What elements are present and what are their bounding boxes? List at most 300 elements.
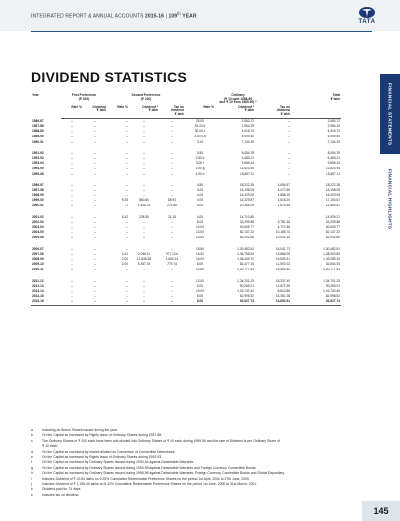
running-header: INTEGRATED REPORT & ANNUAL ACCOUNTS 2015-16 | 109th YEAR — [31, 11, 197, 20]
header-ord-rate: Rate % — [185, 106, 215, 119]
value-cell: – — [126, 139, 128, 144]
value-cell: 16,329.05 — [325, 193, 340, 198]
value-cell: – — [288, 166, 290, 171]
value-cell: 1,472.55 — [277, 188, 290, 192]
value-cell: 3.10 — [196, 139, 204, 144]
value-cell: 275.56 — [167, 203, 177, 208]
footnote-text: On the Capital as increased by shares allotted on Conversion of Convertible Debentures. — [42, 449, 176, 454]
value-cell: – — [143, 182, 145, 187]
value-cell: 5,367.78 — [137, 262, 151, 267]
value-cell: 4.00 — [196, 214, 204, 219]
value-cell: – — [94, 156, 96, 160]
footnote-marker: b — [31, 433, 33, 438]
value-cell: – — [71, 235, 73, 240]
value-cell: – — [171, 124, 173, 129]
value-cell: 40,605.77 — [325, 225, 340, 230]
value-cell: 1,660.14 — [165, 257, 179, 261]
value-cell: – — [94, 220, 96, 224]
table-body — [31, 119, 341, 306]
value-cell: 8.00 — [196, 262, 204, 267]
value-cell: 4.50 h — [195, 171, 205, 176]
value-cell: 18,337.40 — [275, 278, 290, 283]
year-cell: 2001-02 — [32, 214, 44, 219]
value-cell: – — [94, 262, 96, 267]
value-cell: 33,299.88 — [325, 220, 340, 224]
footnote-text: ₹ 10 each. — [42, 444, 59, 449]
value-cell: – — [94, 203, 96, 208]
value-cell: 1,36,449.72 — [237, 257, 254, 261]
value-cell: – — [71, 182, 73, 187]
table-header-groups — [31, 94, 341, 106]
footnote-text: The Ordinary Shares of ₹ 100 each have been sub-divided into Ordinary Shares of ₹ 10 each during 1989-90 and the rate of Dividend is per Ordinary Share of — [42, 438, 280, 443]
value-cell: – — [71, 166, 73, 171]
year-cell: 2014-15 — [32, 294, 44, 299]
header-fp-dividend: Dividend ₹ lakh — [83, 106, 107, 119]
value-cell: 12,835.48 — [136, 257, 152, 261]
value-cell: – — [71, 124, 73, 129]
value-cell: – — [71, 193, 73, 198]
value-cell: – — [71, 188, 73, 192]
header-divider — [31, 31, 372, 32]
value-cell: 13.00 — [196, 235, 204, 240]
value-cell: – — [126, 118, 128, 123]
value-cell: 8.00 — [185, 299, 215, 305]
value-cell: 4.00 — [196, 198, 204, 203]
header-first-preference: First Preference (₹ 510) — [71, 93, 97, 101]
tab-financial-statements[interactable]: FINANCIAL STATEMENTS — [380, 74, 400, 154]
value-cell: – — [71, 262, 73, 267]
value-cell: – — [143, 134, 145, 139]
value-cell: 33,299.88 — [239, 220, 254, 224]
value-cell: – — [126, 294, 128, 299]
value-cell: 4.00 — [196, 188, 204, 192]
value-cell: 90,269.01 — [325, 283, 340, 288]
header-ord-tax: Tax on dividend ₹ lakh — [255, 106, 291, 119]
value-cell: – — [94, 294, 96, 299]
value-cell: – — [288, 134, 290, 139]
value-cell: 1,656.57 — [277, 182, 290, 187]
footnote-marker: g — [31, 465, 33, 470]
year-cell: 2002-03 — [32, 220, 44, 224]
value-cell: 16,041.73 — [275, 246, 290, 251]
value-cell: – — [143, 193, 145, 198]
value-cell: – — [94, 150, 96, 155]
value-cell: – — [83, 299, 107, 305]
dividend-table — [31, 94, 341, 306]
value-cell: 85.93 — [168, 198, 176, 203]
value-cell: 1,38,903.65 — [323, 251, 340, 256]
value-cell: 82,042.66 — [239, 235, 254, 240]
value-cell: 11,500.02 — [276, 262, 290, 267]
value-cell: 11,823.94 — [240, 166, 254, 171]
value-cell: 1,03,740.40 — [237, 289, 254, 293]
value-cell: 6,610.86 — [277, 289, 290, 293]
footnote-marker: e — [31, 455, 33, 460]
value-cell: – — [171, 171, 173, 176]
value-cell: – — [71, 129, 73, 134]
footnotes — [31, 428, 351, 498]
value-cell: 19,549.31 — [275, 257, 290, 261]
table-header-subcolumns — [31, 106, 341, 119]
value-cell: 1,858.19 — [277, 193, 290, 198]
year-cell: 1997-98 — [32, 188, 44, 192]
value-cell: – — [71, 150, 73, 155]
value-cell: 2,096.11 — [137, 251, 151, 256]
value-cell: – — [171, 289, 173, 293]
value-cell: – — [143, 156, 145, 160]
value-cell: – — [126, 150, 128, 155]
value-cell: – — [126, 134, 128, 139]
value-cell: 3.50 — [196, 150, 204, 155]
footnote-text: Includes Dividend of ₹ 22.80 lakhs on 9.25% Cumulative Redeemable Preference Shares for the period 1st April, 2000 to 27th June, 2000. — [42, 476, 250, 481]
year-cell: 2011-12 — [32, 278, 44, 283]
value-cell: 779.74 — [167, 262, 177, 267]
value-cell: – — [126, 129, 128, 134]
value-cell: 90,269.01 — [239, 283, 254, 288]
year-cell: 1987-88 — [32, 124, 44, 129]
value-cell: 82,042.66 — [325, 235, 340, 240]
page-number: 145 — [362, 501, 400, 521]
value-cell: 9.25 — [121, 198, 128, 203]
value-cell: 16,329.05 — [239, 193, 254, 198]
year-cell: 2015-16 — [31, 299, 61, 305]
year-cell: 2013-14 — [32, 289, 44, 293]
value-cell: 2.50 e — [195, 156, 205, 160]
value-cell: – — [94, 118, 96, 123]
value-cell: 1,30,482.51 — [323, 246, 340, 251]
value-cell: – — [126, 289, 128, 293]
value-cell: – — [171, 235, 173, 240]
year-cell: 1989-90 — [32, 134, 44, 139]
footnote-marker: j — [31, 482, 32, 487]
year-cell: 1998-99 — [32, 193, 44, 198]
value-cell: – — [143, 289, 145, 293]
value-cell: 9,655.44 — [241, 161, 254, 166]
value-cell: 21.15 — [168, 214, 176, 219]
year-cell: 2003-04 — [32, 225, 44, 230]
value-cell: – — [288, 150, 290, 155]
value-cell: 3.00 c,d — [194, 134, 206, 139]
value-cell: 10,185.74 — [275, 230, 290, 235]
value-cell: – i — [124, 203, 128, 208]
value-cell: 16.00 — [196, 251, 204, 256]
value-cell: 2,954.29 — [241, 124, 254, 129]
value-cell: 3.50 g — [195, 166, 205, 171]
year-cell: 2005-06 — [32, 235, 44, 240]
value-cell: – — [71, 139, 73, 144]
footnote-text: On the Capital as increased by Ordinary Shares issued during 1994-95 against Detachable Warrants and Foreign Currency Convertible Bonds. — [42, 465, 257, 470]
header-total: Total ₹ lakh — [330, 93, 340, 101]
page-title: DIVIDEND STATISTICS — [31, 69, 188, 85]
value-cell: 30.00 c — [194, 129, 206, 134]
value-cell: 15.50 — [196, 246, 204, 251]
header-ord-dividend: Dividend * ₹ lakh — [215, 106, 255, 119]
value-cell: 10,092.30 — [275, 235, 290, 240]
value-cell: – — [94, 188, 96, 192]
footnote-item — [31, 493, 351, 498]
value-cell: 21,860.87 — [325, 203, 340, 208]
value-cell: – — [126, 278, 128, 283]
value-cell: – — [94, 171, 96, 176]
value-cell: – — [71, 257, 73, 261]
value-cell: – — [143, 283, 145, 288]
table-row — [31, 299, 341, 305]
value-cell: – — [126, 182, 128, 187]
value-cell: – — [143, 246, 145, 251]
value-cell: – — [143, 267, 145, 272]
value-cell: 19,451.62 — [275, 267, 290, 272]
footnote-marker: d — [31, 449, 33, 454]
value-cell: 19,866.05 — [275, 251, 290, 256]
value-cell: – — [94, 289, 96, 293]
value-cell: 6.42 — [121, 214, 128, 219]
value-cell: 0.41 — [121, 251, 128, 256]
value-cell: – — [94, 214, 96, 219]
header-sp-rate: Rate % — [107, 106, 129, 119]
value-cell: 16,198.05 — [325, 188, 340, 192]
value-cell: 1,618.20 — [277, 198, 290, 203]
logo-wordmark: TATA — [358, 19, 376, 25]
value-cell: 15,697.11 — [326, 171, 340, 176]
value-cell: – — [71, 214, 73, 219]
value-cell: – — [171, 267, 173, 272]
header-year: Year — [32, 93, 39, 97]
value-cell: – — [143, 129, 145, 134]
value-cell: – — [143, 294, 145, 299]
value-cell: – — [94, 267, 96, 272]
value-cell: 5,059.50 — [327, 134, 340, 139]
value-cell: 1,30,482.51 — [237, 246, 254, 251]
value-cell: – — [171, 156, 173, 160]
value-cell: – — [71, 246, 73, 251]
value-cell: – — [94, 129, 96, 134]
value-cell: – — [94, 198, 96, 203]
value-cell: – — [288, 124, 290, 129]
value-cell: – — [143, 124, 145, 129]
value-cell: – — [126, 235, 128, 240]
value-cell: 82,137.22 — [239, 230, 254, 235]
value-cell: 1,34,701.23 — [323, 278, 340, 283]
value-cell: 17,190.67 — [325, 198, 340, 203]
year-cell: 1994-95 — [32, 166, 44, 171]
value-cell: – — [61, 299, 83, 305]
value-cell: – — [126, 124, 128, 129]
year-cell: 2006-07 — [32, 246, 44, 251]
value-cell: – — [71, 289, 73, 293]
footnote-marker: e — [31, 492, 33, 497]
value-cell: – — [171, 278, 173, 283]
footnote-text: On the Capital as increased by Ordinary Shares issued during 1995-96 against Detachable Warrants, Foreign Currency Convertible Bonds and Global Depositary. — [42, 471, 285, 476]
value-cell: – — [71, 267, 73, 272]
value-cell: 6,483.21 — [241, 156, 254, 160]
header-sp-tax: Tax on dividend ₹ lakh — [159, 106, 185, 119]
year-cell: 1999-00 — [32, 198, 44, 203]
value-cell: – — [171, 118, 173, 123]
year-cell: 2007-08 — [32, 251, 44, 256]
footnote-text: On the Capital as increased by Ordinary Shares issued during 1993-94 against Detachable Warrants. — [42, 460, 194, 465]
value-cell: 9,655.44 — [327, 161, 340, 166]
value-cell: – — [126, 225, 128, 230]
value-cell: 4,416.74 — [241, 129, 254, 134]
value-cell: 4.00 — [196, 193, 204, 198]
value-cell: – — [143, 278, 145, 283]
value-cell: – — [94, 161, 96, 166]
page-header — [0, 0, 400, 31]
value-cell: 92,627.74 — [291, 299, 341, 305]
value-cell: – — [71, 198, 73, 203]
header-sp-dividend: Dividend * ₹ lakh — [129, 106, 159, 119]
value-cell: – — [171, 129, 173, 134]
value-cell: 5,059.50 — [241, 134, 254, 139]
value-cell: 20,364.09 — [239, 203, 254, 208]
value-cell: 8.00 — [196, 220, 204, 224]
value-cell: – — [171, 182, 173, 187]
value-cell: – — [126, 161, 128, 166]
value-cell: – — [94, 124, 96, 129]
value-cell: 14,939.21 — [325, 214, 340, 219]
value-cell: 82,844.93 — [325, 262, 340, 267]
footnote-marker: h — [31, 471, 33, 476]
value-cell: 6,483.21 — [327, 156, 340, 160]
value-cell: 15,351.28 — [275, 294, 290, 299]
value-cell: – — [71, 118, 73, 123]
value-cell: – — [71, 203, 73, 208]
value-cell: 7,134.25 — [327, 139, 340, 144]
value-cell: – — [126, 171, 128, 176]
value-cell: 1,20,777.51 — [323, 267, 340, 272]
value-cell: – — [94, 134, 96, 139]
value-cell: – — [71, 225, 73, 230]
value-cell: – — [171, 139, 173, 144]
value-cell: – — [171, 150, 173, 155]
value-cell: 40,605.77 — [239, 225, 254, 230]
value-cell: – — [126, 188, 128, 192]
value-cell: 1,49,285.20 — [323, 257, 340, 261]
tab-financial-highlights[interactable]: FINANCIAL HIGHLIGHTS — [380, 159, 400, 239]
value-cell: 1,496.78 — [137, 203, 151, 208]
value-cell: – — [71, 161, 73, 166]
value-cell: 13.00 — [196, 230, 204, 235]
year-cell: 2000-01 — [32, 203, 44, 208]
value-cell: – — [71, 230, 73, 235]
value-cell: 16,329.87 — [239, 198, 254, 203]
value-cell: 3,781.35 — [277, 220, 290, 224]
value-cell: – — [126, 267, 128, 272]
value-cell: – — [94, 257, 96, 261]
value-cell: – — [94, 278, 96, 283]
value-cell: – — [107, 299, 129, 305]
value-cell: – — [171, 134, 173, 139]
year-cell: 2009-10 — [32, 262, 44, 267]
value-cell: – — [129, 299, 159, 305]
value-cell: 1,03,740.40 — [323, 289, 340, 293]
year-cell: 2008-09 — [32, 257, 44, 261]
year-cell: 1993-94 — [32, 161, 44, 166]
value-cell: – — [94, 166, 96, 171]
value-cell: 8,054.78 — [241, 150, 254, 155]
value-cell: 377.12 k — [165, 251, 179, 256]
value-cell: 4.50 — [196, 182, 204, 187]
tata-logo — [352, 6, 382, 26]
footnote-marker: k — [31, 487, 33, 492]
value-cell: 12.00 — [196, 278, 204, 283]
value-cell: – — [171, 246, 173, 251]
footnote-marker: c — [31, 438, 33, 443]
value-cell: 14,710.80 — [239, 214, 254, 219]
value-cell: – — [126, 166, 128, 171]
value-cell: – — [171, 294, 173, 299]
value-cell: – — [126, 220, 128, 224]
value-cell: – — [171, 188, 173, 192]
value-cell: – — [288, 118, 290, 123]
value-cell: – — [171, 161, 173, 166]
value-cell: 860.80 — [139, 198, 149, 203]
value-cell: 10.00 — [196, 289, 204, 293]
value-cell: – — [71, 294, 73, 299]
value-cell: 4,727.56 — [277, 225, 290, 230]
value-cell: – — [71, 134, 73, 139]
value-cell: 10.00 — [196, 225, 204, 230]
value-cell: – — [143, 235, 145, 240]
value-cell: – — [171, 283, 173, 288]
value-cell: – — [288, 171, 290, 176]
value-cell: – — [288, 156, 290, 160]
value-cell: 82,998.52 — [239, 294, 254, 299]
year-cell: 1986-87 — [32, 118, 44, 123]
value-cell: 2,060.72 — [327, 118, 340, 123]
value-cell: – — [171, 193, 173, 198]
value-cell: – — [94, 246, 96, 251]
value-cell: – — [71, 283, 73, 288]
value-cell: – — [126, 156, 128, 160]
value-cell: – — [94, 283, 96, 288]
year-cell: 2012-13 — [32, 283, 44, 288]
value-cell: 3.00 f — [196, 161, 204, 166]
footnote-marker: i — [31, 476, 32, 481]
value-cell: 1,20,777.51 — [237, 267, 254, 272]
value-cell: 92,627.74 — [215, 299, 255, 305]
footnote-text: Dividend paid for 74 days. — [42, 487, 82, 492]
value-cell: 1,675.55 — [277, 203, 290, 208]
value-cell: – — [288, 129, 290, 134]
value-cell: – — [143, 171, 145, 176]
footnote-text: On the Capital as increased by Rights Issue of Ordinary Shares during 1987-88. — [42, 433, 163, 438]
value-cell: 16.00 — [196, 257, 204, 261]
value-cell: – — [71, 251, 73, 256]
value-cell: – — [126, 230, 128, 235]
value-cell: 11,823.94 — [326, 166, 340, 171]
value-cell: 1,36,758.54 — [237, 251, 254, 256]
value-cell: – — [143, 188, 145, 192]
value-cell: – — [94, 230, 96, 235]
value-cell: 12.00 — [196, 267, 204, 272]
value-cell: – — [143, 150, 145, 155]
value-cell: 8.00 — [196, 294, 204, 299]
value-cell: 2,954.29 — [327, 124, 340, 129]
footnote-text: Includes Dividend of ₹ 1,108.40 lakhs on 6.42% Cumulative Redeemable Preference Shares for the period 1st June, 2000 to 31st March, 2001. — [42, 482, 258, 487]
value-cell: – — [126, 283, 128, 288]
value-cell: 18,222.35 — [325, 182, 340, 187]
value-cell: 4,416.74 — [327, 129, 340, 134]
value-cell: 16,198.05 — [239, 188, 254, 192]
tata-emblem-icon — [352, 6, 382, 19]
footnote-text: Including on Bonus Shares issued during the year. — [42, 428, 118, 432]
year-cell: 2004-05 — [32, 230, 44, 235]
value-cell: – — [94, 225, 96, 230]
value-cell: – — [71, 171, 73, 176]
value-cell: 18,222.35 — [239, 182, 254, 187]
value-cell: 82,998.52 — [325, 294, 340, 299]
